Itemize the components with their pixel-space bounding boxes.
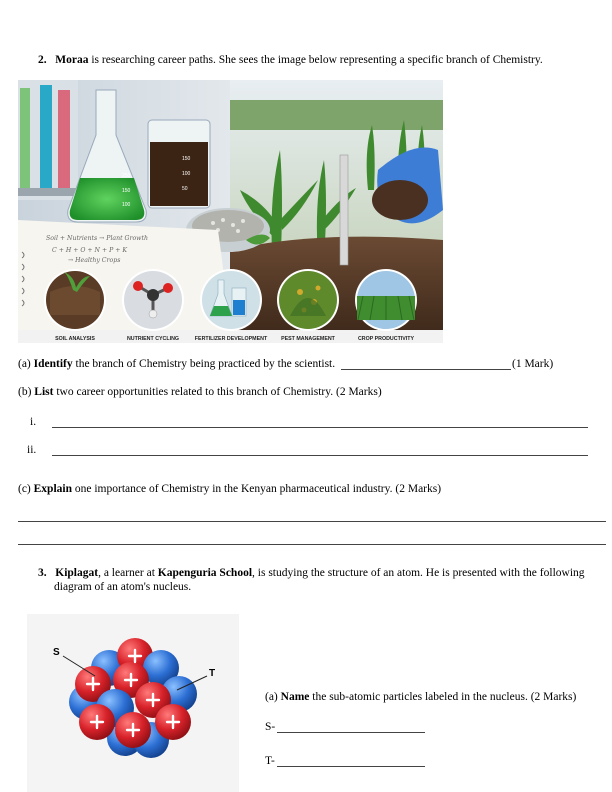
q3-stem (38, 566, 585, 580)
q2-part-b (18, 385, 382, 399)
beaker-mark-150: 150 (182, 156, 191, 162)
q2c-answer-line-1[interactable] (18, 521, 606, 522)
q3-answer-t-line[interactable] (277, 766, 425, 767)
q2-part-a (18, 357, 335, 371)
flask-mark-100: 100 (122, 202, 131, 208)
q2c-verb: Explain (33, 483, 72, 495)
q3-answer-t-label: T- (265, 755, 275, 767)
q2b-item-i: i. (30, 416, 37, 428)
notebook-line-1: Soil + Nutrients → Plant Growth (46, 235, 148, 242)
q2a-verb: Identify (33, 358, 73, 370)
q2c-answer-line-2[interactable] (18, 544, 606, 545)
q3-school-name: Kapenguria School (157, 567, 253, 579)
q3a-label: (a) (265, 691, 281, 703)
q3-stem-line2: diagram of an atom's nucleus. (54, 581, 192, 593)
q3a-text: the sub-atomic particles labeled in the nucleus. (2 Marks) (309, 691, 577, 703)
q2b-item-ii: ii. (27, 444, 37, 456)
flask-mark-250: 250 (122, 173, 131, 179)
label-fertilizer-development: FERTILIZER DEVELOPMENT (194, 336, 268, 342)
q3-stem-mid: , a learner at (98, 567, 158, 579)
label-crop-productivity: CROP PRODUCTIVITY (357, 336, 415, 342)
agricultural-chemistry-image (18, 80, 443, 343)
atomic-nucleus-diagram (27, 614, 239, 792)
label-t: T (209, 668, 216, 679)
q3-student-name: Kiplagat (55, 567, 99, 579)
q3-stem-text: , is studying the structure of an atom. He is presented with the following (252, 567, 585, 579)
q2c-text: one importance of Chemistry in the Kenyan pharmaceutical industry. (2 Marks) (72, 483, 442, 495)
q2b-text: two career opportunities related to this branch of Chemistry. (2 Marks) (53, 386, 382, 398)
q2b-answer-line-i[interactable] (52, 427, 588, 428)
beaker-mark-100: 100 (182, 171, 191, 177)
label-s: S (53, 647, 60, 658)
q2b-verb: List (34, 386, 54, 398)
label-nutrient-cycling: NUTRIENT CYCLING (126, 336, 180, 342)
q2b-label: (b) (18, 386, 35, 398)
beaker-mark-50: 50 (182, 186, 188, 192)
notebook-line-2: C + H + O + N + P + K (52, 247, 127, 254)
flask-mark-150: 150 (122, 188, 131, 194)
q3-part-a (265, 690, 576, 704)
q3-answer-s-label: S- (265, 721, 276, 733)
q2a-label: (a) (18, 358, 34, 370)
q2a-marks: (1 Mark) (512, 358, 554, 370)
q2a-answer-line[interactable] (341, 369, 511, 370)
q3a-verb: Name (280, 691, 310, 703)
q3-answer-s-line[interactable] (277, 732, 425, 733)
q2c-label: (c) (18, 483, 34, 495)
q2-student-name: Moraa (55, 54, 89, 66)
q2-number: 2. (38, 54, 47, 66)
label-soil-analysis: SOIL ANALYSIS (55, 336, 95, 342)
q2-stem (38, 53, 543, 67)
q2-part-c (18, 482, 441, 496)
q2-stem-text: is researching career paths. She sees the image below representing a specific branch of Chemistry. (88, 54, 543, 66)
q3-number: 3. (38, 567, 47, 579)
q2a-text: the branch of Chemistry being practiced by the scientist. (72, 358, 336, 370)
q2b-answer-line-ii[interactable] (52, 455, 588, 456)
notebook-line-3: → Healthy Crops (68, 257, 121, 264)
label-pest-management: PEST MANAGEMENT (281, 336, 335, 342)
